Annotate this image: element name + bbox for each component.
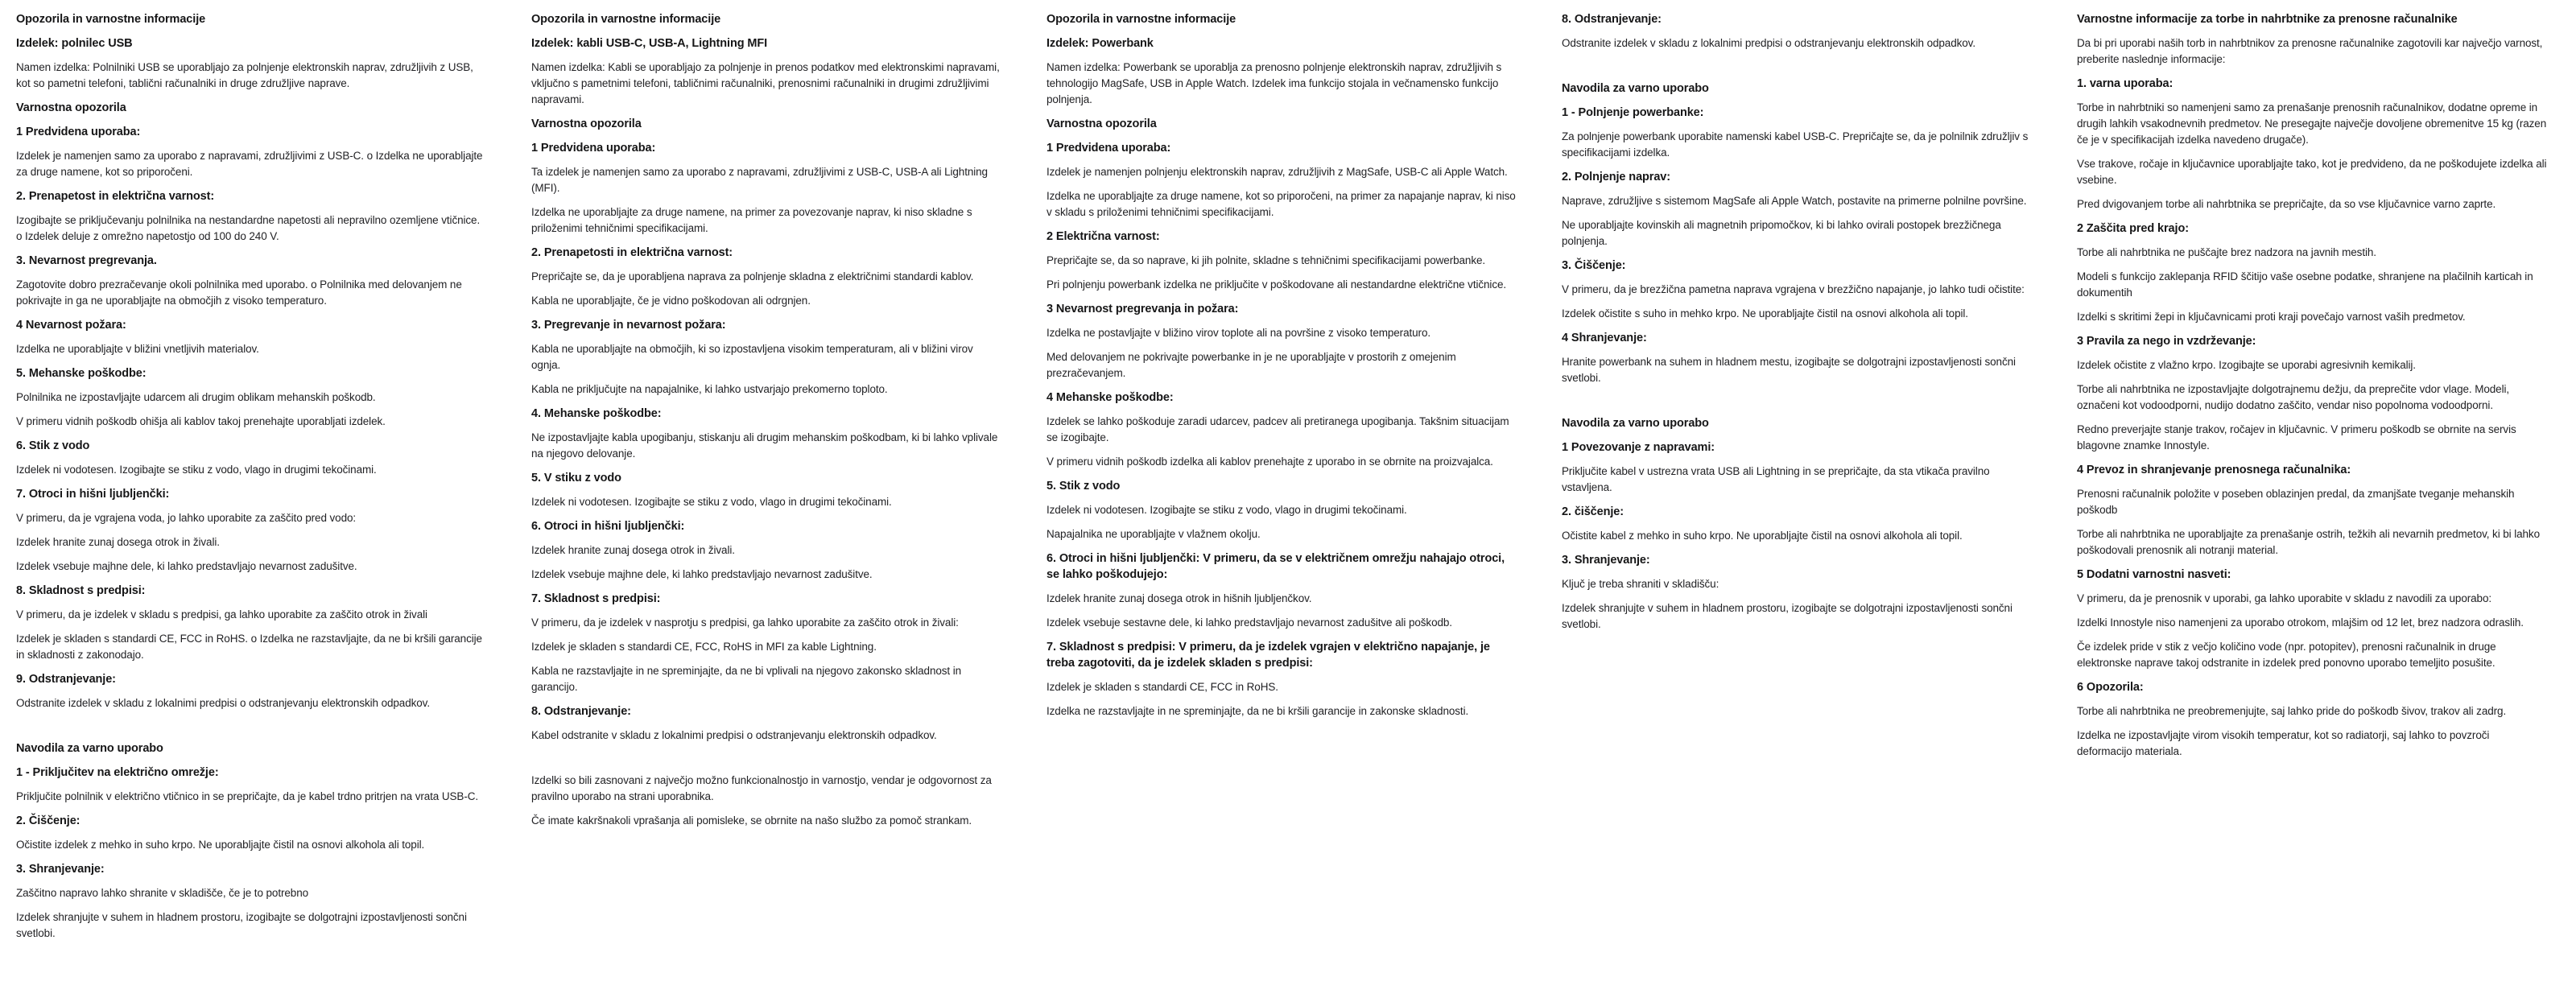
paragraph: Napajalnika ne uporabljajte v vlažnem okolju. — [1046, 528, 1261, 540]
paragraph: V primeru, da je brezžična pametna naprava vgrajena v brezžično napajanje, jo lahko tudi očistite: — [1562, 283, 2025, 295]
paragraph: Če imate kakršnakoli vprašanja ali pomisleke, se obrnite na našo službo za pomoč strankam. — [531, 814, 972, 827]
paragraph: Izdelek ni vodotesen. Izogibajte se stiku z vodo, vlago in drugimi tekočinami. — [531, 496, 892, 508]
paragraph: Izdelek shranjujte v suhem in hladnem prostoru, izogibajte se dolgotrajni izpostavljenosti sončni svetlobi. — [1562, 602, 2013, 630]
document-column-5 — [2061, 11, 2576, 1006]
section-heading: 1 Predvidena uporaba: — [531, 142, 656, 155]
paragraph: V primeru, da je prenosnik v uporabi, ga lahko uporabite v skladu z navodili za uporabo: — [2077, 592, 2492, 604]
spacer — [16, 719, 486, 740]
paragraph: Zaščitno napravo lahko shranite v skladišče, če je to potrebno — [16, 887, 309, 899]
section-heading: Izdelek: polnilec USB — [16, 37, 133, 50]
section-heading: 6. Otroci in hišni ljubljenčki: V primeru, da se v električnem omrežju nahajajo otroci, se lahko poškodujejo: — [1046, 552, 1505, 581]
section-heading: 8. Skladnost s predpisi: — [16, 584, 146, 597]
paragraph: Hranite powerbank na suhem in hladnem mestu, izogibajte se dolgotrajni izpostavljenosti sončni svetlobi. — [1562, 356, 2016, 384]
paragraph: Izdelka ne postavljajte v bližino virov toplote ali na površine z visoko temperaturo. — [1046, 327, 1430, 339]
section-heading: Varnostna opozorila — [16, 101, 126, 114]
section-heading: 3. Nevarnost pregrevanja. — [16, 254, 157, 267]
paragraph: Izdelek se lahko poškoduje zaradi udarcev, padcev ali pretiranega upogibanja. Takšnim situacijam se izogibajte. — [1046, 415, 1509, 443]
document-column-3 — [1030, 11, 1546, 1006]
paragraph: Pri polnjenju powerbank izdelka ne priključite v poškodovane ali nestandardne električne vtičnice. — [1046, 278, 1507, 291]
section-heading: Varnostna opozorila — [531, 118, 642, 130]
section-heading: 8. Odstranjevanje: — [531, 705, 631, 718]
paragraph: Izdelek ni vodotesen. Izogibajte se stiku z vodo, vlago in drugimi tekočinami. — [1046, 504, 1407, 516]
section-heading: 3. Shranjevanje: — [1562, 554, 1650, 567]
section-heading: 4 Shranjevanje: — [1562, 332, 1647, 344]
document-column-1 — [0, 11, 515, 1006]
section-heading: 2. Čiščenje: — [16, 814, 80, 827]
paragraph: Da bi pri uporabi naših torb in nahrbtnikov za prenosne računalnike zagotovili kar največjo varnost, preberite naslednje informacije: — [2077, 37, 2543, 65]
section-heading: Opozorila in varnostne informacije — [1046, 13, 1236, 26]
section-heading: 2. čiščenje: — [1562, 505, 1624, 518]
paragraph: V primeru vidnih poškodb ohišja ali kablov takoj prenehajte uporabljati izdelek. — [16, 415, 386, 427]
paragraph: Izdelek vsebuje majhne dele, ki lahko predstavljajo nevarnost zadušitve. — [531, 568, 873, 580]
paragraph: Izdelki Innostyle niso namenjeni za uporabo otrokom, mlajšim od 12 let, brez nadzora odraslih. — [2077, 616, 2524, 629]
section-heading: 4 Mehanske poškodbe: — [1046, 391, 1174, 404]
paragraph: Izdelka ne razstavljajte in ne spreminjajte, da ne bi kršili garancije in zakonske skladnosti. — [1046, 705, 1469, 717]
paragraph: V primeru, da je vgrajena voda, jo lahko uporabite za zaščito pred vodo: — [16, 512, 357, 524]
paragraph: Torbe ali nahrbtnika ne puščajte brez nadzora na javnih mestih. — [2077, 246, 2376, 258]
section-heading: 2 Električna varnost: — [1046, 230, 1160, 243]
paragraph: Izdelek je namenjen samo za uporabo z napravami, združljivimi z USB-C. o Izdelka ne uporabljajte za druge namene, kot so priporočeni. — [16, 150, 483, 178]
paragraph: Izogibajte se priključevanju polnilnika na nestandardne napetosti ali nepravilno ozemljene vtičnice. o Izdelek deluje z omrežno napetostjo od 100 do 240 V. — [16, 214, 481, 242]
paragraph: Izdelek vsebuje majhne dele, ki lahko predstavljajo nevarnost zadušitve. — [16, 560, 357, 572]
paragraph: Prepričajte se, da je uporabljena naprava za polnjenje skladna z električnimi standardi kablov. — [531, 270, 974, 282]
section-heading: Navodila za varno uporabo — [1562, 417, 1709, 430]
paragraph: Ključ je treba shraniti v skladišču: — [1562, 578, 1719, 590]
section-heading: 2. Prenapetosti in električna varnost: — [531, 246, 733, 259]
paragraph: Prepričajte se, da so naprave, ki jih polnite, skladne s tehničnimi specifikacijami powerbanke. — [1046, 254, 1486, 266]
section-heading: 3. Pregrevanje in nevarnost požara: — [531, 319, 726, 332]
paragraph: Izdelka ne uporabljajte za druge namene, na primer za povezovanje naprav, ki niso skladne s priloženimi tehničnimi specifikacijami. — [531, 206, 972, 234]
paragraph: Kabla ne uporabljajte, če je vidno poškodovan ali odrgnjen. — [531, 295, 811, 307]
section-heading: 1 - Priključitev na električno omrežje: — [16, 766, 219, 779]
section-heading: 5. Mehanske poškodbe: — [16, 367, 147, 380]
section-heading: 1 Predvidena uporaba: — [16, 126, 141, 138]
section-heading: 1 - Polnjenje powerbanke: — [1562, 106, 1704, 119]
paragraph: Torbe ali nahrbtnika ne izpostavljajte dolgotrajnemu dežju, da preprečite vdor vlage. Modeli, označeni kot vodoodporni, nudijo dodatno zaščito, vendar niso popolnoma vodoodporni. — [2077, 383, 2510, 411]
paragraph: Redno preverjajte stanje trakov, ročajev in ključavnic. V primeru poškodb se obrnite na servis blagovne znamke Innostyle. — [2077, 423, 2516, 451]
section-heading: 6. Otroci in hišni ljubljenčki: — [531, 520, 685, 533]
paragraph: Izdelek hranite zunaj dosega otrok in hišnih ljubljenčkov. — [1046, 592, 1312, 604]
paragraph: Izdelek hranite zunaj dosega otrok in živali. — [16, 536, 220, 548]
section-heading: 6. Stik z vodo — [16, 439, 90, 452]
paragraph: Izdelek je skladen s standardi CE, FCC, RoHS in MFI za kable Lightning. — [531, 641, 877, 653]
section-heading: 2 Zaščita pred krajo: — [2077, 222, 2189, 235]
section-heading: 4 Prevoz in shranjevanje prenosnega računalnika: — [2077, 464, 2351, 476]
paragraph: Odstranite izdelek v skladu z lokalnimi predpisi o odstranjevanju elektronskih odpadkov. — [16, 697, 430, 709]
paragraph: Izdelek shranjujte v suhem in hladnem prostoru, izogibajte se dolgotrajni izpostavljenosti sončni svetlobi. — [16, 911, 467, 939]
paragraph: Kabla ne priključujte na napajalnike, ki lahko ustvarjajo prekomerno toploto. — [531, 383, 888, 395]
section-heading: 3. Shranjevanje: — [16, 863, 105, 876]
section-heading: 3 Nevarnost pregrevanja in požara: — [1046, 303, 1239, 315]
paragraph: V primeru, da je izdelek v skladu s predpisi, ga lahko uporabite za zaščito otrok in živali — [16, 608, 427, 621]
paragraph: Kabel odstranite v skladu z lokalnimi predpisi o odstranjevanju elektronskih odpadkov. — [531, 729, 937, 741]
paragraph: Namen izdelka: Polnilniki USB se uporabljajo za polnjenje elektronskih naprav, združljivih z USB, kot so pametni telefoni, tablični računalniki in druge združljive naprave. — [16, 61, 473, 89]
paragraph: Odstranite izdelek v skladu z lokalnimi predpisi o odstranjevanju elektronskih odpadkov. — [1562, 37, 1975, 49]
paragraph: V primeru vidnih poškodb izdelka ali kablov prenehajte z uporabo in se obrnite na proizvajalca. — [1046, 456, 1493, 468]
section-heading: 9. Odstranjevanje: — [16, 673, 116, 686]
section-heading: 7. Skladnost s predpisi: — [531, 592, 661, 605]
paragraph: Izdelek je skladen s standardi CE, FCC in RoHS. o Izdelka ne razstavljajte, da ne bi kršili garancije in skladnosti z zakonodajo. — [16, 633, 482, 661]
paragraph: Če izdelek pride v stik z večjo količino vode (npr. potopitev), prenosni računalnik in druge elektronske naprave takoj odstranite in izdelek pred ponovno uporabo temeljito posušite. — [2077, 641, 2496, 669]
paragraph: Ne izpostavljajte kabla upogibanju, stiskanju ali drugim mehanskim poškodbam, ki bi lahko vplivale na njegovo delovanje. — [531, 431, 998, 460]
section-heading: 7. Skladnost s predpisi: V primeru, da je izdelek vgrajen v električno napajanje, je treba zagotoviti, da je izdelek skladen s predpisi: — [1046, 641, 1490, 670]
paragraph: Prenosni računalnik položite v poseben oblazinjen predal, da zmanjšate tveganje mehanskih poškodb — [2077, 488, 2515, 516]
section-heading: 1 Predvidena uporaba: — [1046, 142, 1171, 155]
section-heading: Varnostne informacije za torbe in nahrbtnike za prenosne računalnike — [2077, 13, 2458, 26]
paragraph: Modeli s funkcijo zaklepanja RFID ščitijo vaše osebne podatke, shranjene na plačilnih karticah in dokumentih — [2077, 270, 2533, 299]
paragraph: Naprave, združljive s sistemom MagSafe ali Apple Watch, postavite na primerne polnilne površine. — [1562, 195, 2027, 207]
paragraph: Izdelek očistite z vlažno krpo. Izogibajte se uporabi agresivnih kemikalij. — [2077, 359, 2416, 371]
section-heading: 1 Povezovanje z napravami: — [1562, 441, 1715, 454]
paragraph: Izdelek je namenjen polnjenju elektronskih naprav, združljivih z MagSafe, USB-C ali Apple Watch. — [1046, 166, 1508, 178]
section-heading: 5 Dodatni varnostni nasveti: — [2077, 568, 2231, 581]
paragraph: Zagotovite dobro prezračevanje okoli polnilnika med uporabo. o Polnilnika med delovanjem ne pokrivajte in ga ne uporabljajte na območjih z visoko temperaturo. — [16, 278, 462, 307]
document-column-4 — [1546, 11, 2061, 1006]
paragraph: Izdelka ne izpostavljajte virom visokih temperatur, kot so radiatorji, saj lahko to povzroči deformacijo materiala. — [2077, 729, 2490, 757]
paragraph: Pred dvigovanjem torbe ali nahrbtnika se prepričajte, da so vse ključavnice varno zaprte. — [2077, 198, 2496, 210]
paragraph: Očistite izdelek z mehko in suho krpo. Ne uporabljajte čistil na osnovi alkohola ali topil. — [16, 839, 425, 851]
paragraph: Kabla ne uporabljajte na območjih, ki so izpostavljena visokim temperaturam, ali v bližini virov ognja. — [531, 343, 973, 371]
section-heading: 2. Polnjenje naprav: — [1562, 171, 1670, 183]
paragraph: Med delovanjem ne pokrivajte powerbanke in je ne uporabljajte v prostorih z omejenim prezračevanjem. — [1046, 351, 1456, 379]
spacer — [1562, 60, 2032, 80]
paragraph: Vse trakove, ročaje in ključavnice uporabljajte tako, kot je predvideno, da ne poškodujete izdelka ali vsebine. — [2077, 158, 2547, 186]
section-heading: 4 Nevarnost požara: — [16, 319, 126, 332]
paragraph: Torbe in nahrbtniki so namenjeni samo za prenašanje prenosnih računalnikov, dodatne opreme in drugih lahkih vsakodnevnih predmetov. Ne presegajte največje dovoljene obremenitve 15 kg (razen če je v specifikacijah izdelka navedeno drugače). — [2077, 101, 2547, 146]
paragraph: Namen izdelka: Powerbank se uporablja za prenosno polnjenje elektronskih naprav, združljivih s tehnologijo MagSafe, USB in Apple Watch. Izdelek ima funkcijo stojala in večnamensko funkcijo polnjenja. — [1046, 61, 1502, 105]
section-heading: 3. Čiščenje: — [1562, 259, 1626, 272]
paragraph: Ne uporabljajte kovinskih ali magnetnih pripomočkov, ki bi lahko ovirali postopek brezžičnega polnjenja. — [1562, 219, 2001, 247]
paragraph: Izdelek vsebuje sestavne dele, ki lahko predstavljajo nevarnost zadušitve ali poškodb. — [1046, 616, 1452, 629]
paragraph: Ta izdelek je namenjen samo za uporabo z napravami, združljivimi z USB-C, USB-A ali Lightning (MFI). — [531, 166, 988, 194]
section-heading: 5. V stiku z vodo — [531, 472, 621, 484]
section-heading: 5. Stik z vodo — [1046, 480, 1121, 493]
paragraph: Izdelek očistite s suho in mehko krpo. Ne uporabljajte čistil na osnovi alkohola ali topil. — [1562, 307, 1968, 320]
section-heading: 6 Opozorila: — [2077, 681, 2144, 694]
paragraph: Izdelek je skladen s standardi CE, FCC in RoHS. — [1046, 681, 1278, 693]
paragraph: Izdelka ne uporabljajte za druge namene, kot so priporočeni, na primer za napajanje naprav, ki niso v skladu s priloženimi tehničnimi specifikacijami. — [1046, 190, 1516, 218]
section-heading: Izdelek: kabli USB-C, USB-A, Lightning MFI — [531, 37, 768, 50]
paragraph: Izdelek ni vodotesen. Izogibajte se stiku z vodo, vlago in drugimi tekočinami. — [16, 464, 377, 476]
paragraph: Izdelki so bili zasnovani z največjo možno funkcionalnostjo in varnostjo, vendar je odgovornost za pravilno uporabo na strani uporabnika. — [531, 774, 992, 802]
section-heading: Opozorila in varnostne informacije — [531, 13, 721, 26]
section-heading: 3 Pravila za nego in vzdrževanje: — [2077, 335, 2256, 348]
paragraph: Priključite polnilnik v električno vtičnico in se prepričajte, da je kabel trdno pritrjen na vrata USB-C. — [16, 790, 479, 802]
section-heading: 1. varna uporaba: — [2077, 77, 2174, 90]
paragraph: Očistite kabel z mehko in suho krpo. Ne uporabljajte čistil na osnovi alkohola ali topil. — [1562, 530, 1963, 542]
section-heading: 8. Odstranjevanje: — [1562, 13, 1662, 26]
document-column-2 — [515, 11, 1030, 1006]
spacer — [531, 752, 1001, 773]
spacer — [1562, 394, 2032, 415]
paragraph: Za polnjenje powerbank uporabite namenski kabel USB-C. Prepričajte se, da je polnilnik združljiv s specifikacijami izdelka. — [1562, 130, 2029, 159]
section-heading: Opozorila in varnostne informacije — [16, 13, 206, 26]
paragraph: Torbe ali nahrbtnika ne preobremenjujte, saj lahko pride do poškodb šivov, trakov ali zadrg. — [2077, 705, 2507, 717]
paragraph: Kabla ne razstavljajte in ne spreminjajte, da ne bi vplivali na njegovo zakonsko skladnost in garancijo. — [531, 665, 962, 693]
paragraph: Priključite kabel v ustrezna vrata USB ali Lightning in se prepričajte, da sta vtikača pravilno vstavljena. — [1562, 465, 1990, 493]
section-heading: Izdelek: Powerbank — [1046, 37, 1154, 50]
section-heading: Navodila za varno uporabo — [16, 742, 163, 755]
paragraph: Namen izdelka: Kabli se uporabljajo za polnjenje in prenos podatkov med elektronskimi napravami, vključno s pametnimi telefoni, tabličnimi računalniki, prenosnimi računalniki in drugimi združljivimi napravami. — [531, 61, 1000, 105]
section-heading: 4. Mehanske poškodbe: — [531, 407, 662, 420]
section-heading: 2. Prenapetost in električna varnost: — [16, 190, 215, 203]
section-heading: 7. Otroci in hišni ljubljenčki: — [16, 488, 170, 501]
paragraph: Polnilnika ne izpostavljajte udarcem ali drugim oblikam mehanskih poškodb. — [16, 391, 376, 403]
paragraph: Izdelka ne uporabljajte v bližini vnetljivih materialov. — [16, 343, 259, 355]
paragraph: Izdelki s skritimi žepi in ključavnicami proti kraji povečajo varnost vaših predmetov. — [2077, 311, 2466, 323]
section-heading: Varnostna opozorila — [1046, 118, 1157, 130]
paragraph: Izdelek hranite zunaj dosega otrok in živali. — [531, 544, 735, 556]
section-heading: Navodila za varno uporabo — [1562, 82, 1709, 95]
paragraph: Torbe ali nahrbtnika ne uporabljajte za prenašanje ostrih, težkih ali nevarnih predmetov, ki bi lahko poškodovali prenosnik ali notranji material. — [2077, 528, 2540, 556]
paragraph: V primeru, da je izdelek v nasprotju s predpisi, ga lahko uporabite za zaščito otrok in živali: — [531, 616, 959, 629]
